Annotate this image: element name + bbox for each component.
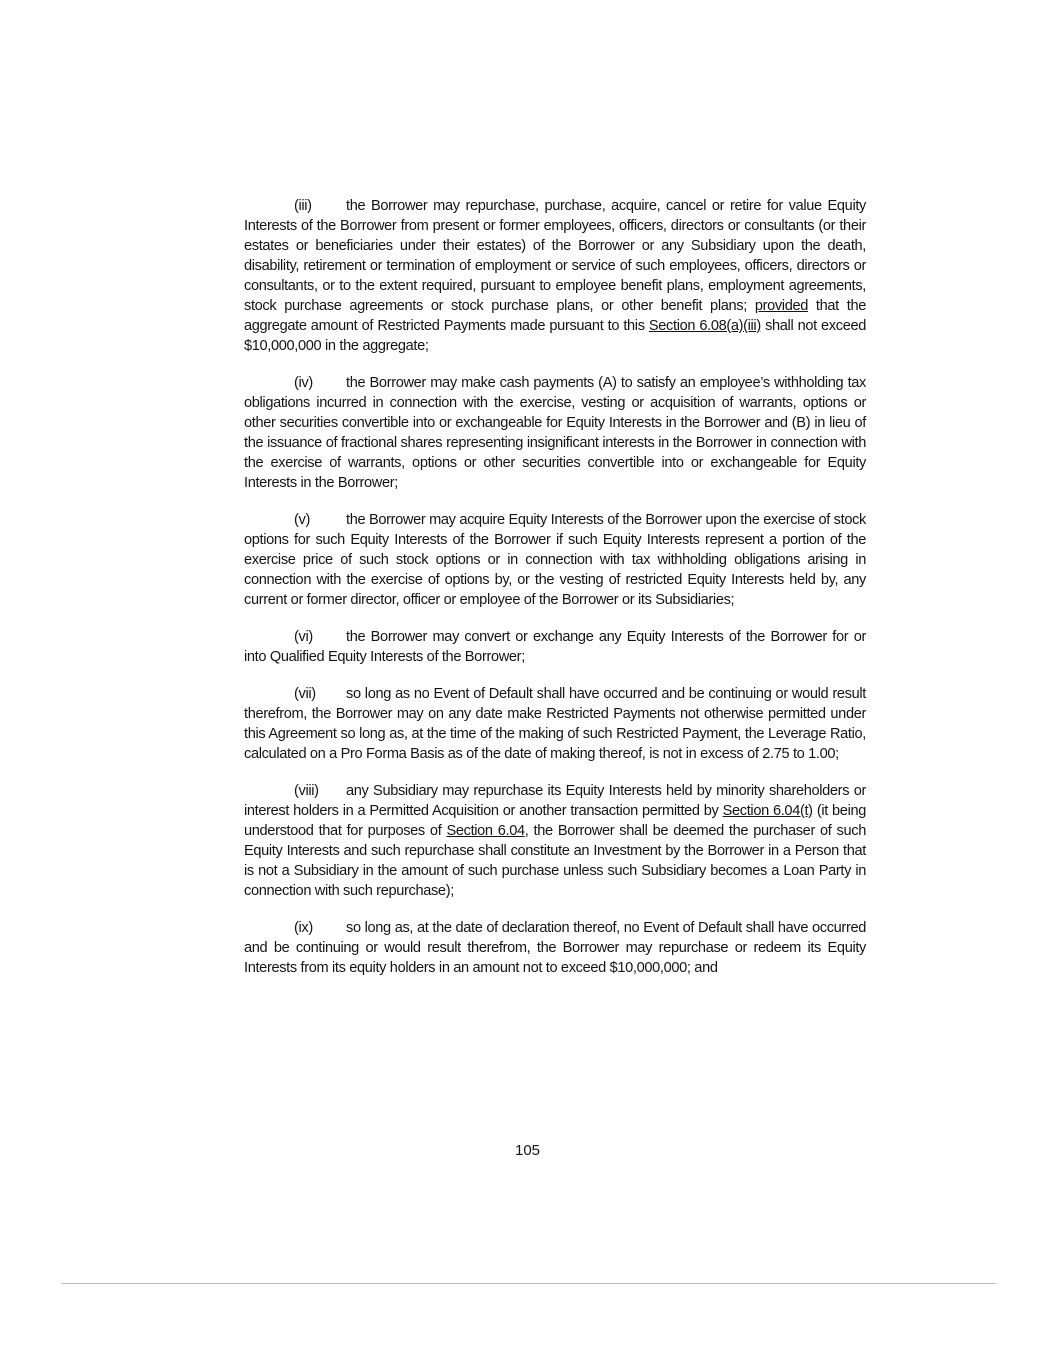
paragraph-text: , the Borrower shall be deemed the purchaser of such Equity Interests and such repurchase shall constitute an Investment by the Borrower in a Person that is not a Subsidiary in the amount of such purchase unless such Subsidiary becomes a Loan Party in connection with such repurchase); xyxy=(244,823,866,899)
paragraph-v xyxy=(244,510,866,610)
paragraph-text: the Borrower may acquire Equity Interests of the Borrower upon the exercise of stock options for such Equity Interests of the Borrower if such Equity Interests represent a portion of the exercise price of such stock options or in connection with tax withholding obligations arising in connection with the exercise of options by, or the vesting of restricted Equity Interests held by, any current or former director, officer or employee of the Borrower or its Subsidiaries; xyxy=(244,512,866,608)
paragraph-vi xyxy=(244,627,866,667)
paragraph-text: the Borrower may convert or exchange any Equity Interests of the Borrower for or into Qualified Equity Interests of the Borrower; xyxy=(244,629,866,665)
paragraph-text: any Subsidiary may repurchase its Equity Interests held by minority shareholders or interest holders in a Permitted Acquisition or another transaction permitted by xyxy=(244,783,866,819)
paragraph-text: that the aggregate amount of Restricted Payments made pursuant to this xyxy=(244,298,867,334)
section-reference: Section 6.04 xyxy=(446,823,525,839)
underlined-term: provided xyxy=(754,298,808,314)
clause-number: (iv) xyxy=(294,375,313,391)
clause-number: (v) xyxy=(294,512,310,528)
section-reference: Section 6.08(a)(iii) xyxy=(648,318,761,334)
clause-number: (iii) xyxy=(294,198,312,214)
paragraph-iv xyxy=(244,373,866,493)
clause-number: (vii) xyxy=(294,686,316,702)
paragraph-text: (it being understood that for purposes of xyxy=(244,803,866,839)
clause-number: (viii) xyxy=(294,783,319,799)
clause-number: (ix) xyxy=(294,920,313,936)
paragraph-text: so long as, at the date of declaration thereof, no Event of Default shall have occurred and be continuing or would result therefrom, the Borrower may repurchase or redeem its Equity Interests from its equity holders in an amount not to exceed $10,000,000; and xyxy=(244,920,866,976)
paragraph-text: the Borrower may make cash payments (A) to satisfy an employee’s withholding tax obligations incurred in connection with the exercise, vesting or acquisition of warrants, options or other securities convertible into or exchangeable for Equity Interests in the Borrower and (B) in lieu of the issuance of fractional shares representing insignificant interests in the Borrower in connection with the exercise of warrants, options or other securities convertible into or exchangeable for Equity Interests in the Borrower; xyxy=(244,375,866,491)
document-body xyxy=(244,196,866,995)
paragraph-iii xyxy=(244,196,866,356)
clause-number: (vi) xyxy=(294,629,313,645)
section-reference: Section 6.04(t) xyxy=(722,803,813,819)
paragraph-viii xyxy=(244,781,866,901)
paragraph-vii xyxy=(244,684,866,764)
paragraph-text: so long as no Event of Default shall have occurred and be continuing or would result therefrom, the Borrower may on any date make Restricted Payments not otherwise permitted under this Agreement so long as, at the time of the making of such Restricted Payment, the Leverage Ratio, calculated on a Pro Forma Basis as of the date of making thereof, is not in excess of 2.75 to 1.00; xyxy=(244,686,866,762)
page-number: 105 xyxy=(514,1142,541,1159)
paragraph-text: the Borrower may repurchase, purchase, acquire, cancel or retire for value Equity Interests of the Borrower from present or former employees, officers, directors or consultants (or their estates or beneficiaries under their estates) of the Borrower or any Subsidiary upon the death, disability, retirement or termination of employment or service of such employees, officers, directors or consultants, or to the extent required, pursuant to employee benefit plans, employment agreements, stock purchase agreements or stock purchase plans, or other benefit plans; xyxy=(244,198,866,314)
paragraph-ix xyxy=(244,918,866,978)
footer-divider xyxy=(61,1283,996,1284)
paragraph-text: shall not exceed $10,000,000 in the aggregate; xyxy=(244,318,867,354)
